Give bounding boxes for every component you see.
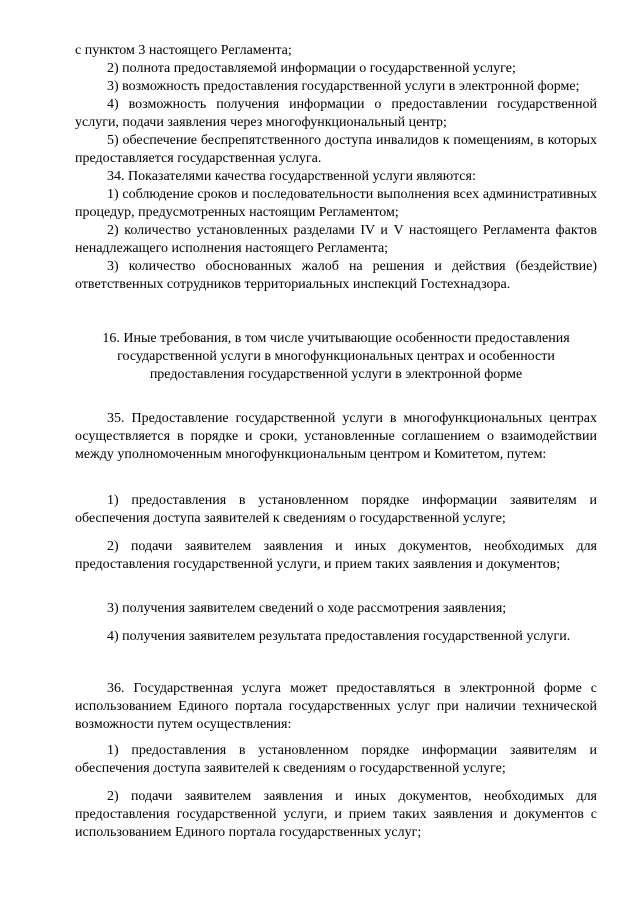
paragraph: 2) количество установленных разделами IV и V настоящего Регламента фактов ненадлежащего исполнения настоящего Регламента; <box>75 223 597 256</box>
item-36-intro <box>75 680 597 734</box>
heading-line: 16. Иные требования, в том числе учитывающие особенности предоставления <box>102 331 570 346</box>
item-35-intro <box>75 410 597 464</box>
paragraph: 3) получения заявителем сведений о ходе рассмотрения заявления; <box>107 601 507 616</box>
heading-line: предоставления государственной услуги в электронной форме <box>149 367 523 382</box>
paragraph: 1) предоставления в установленном порядке информации заявителям и обеспечения доступа заявителей к сведениям о государственной услуге; <box>75 743 597 776</box>
item-35-point-1 <box>75 492 597 528</box>
paragraph: 3) возможность предоставления государственной услуги в электронной форме; <box>107 79 580 94</box>
item-36-point-2 <box>75 788 597 842</box>
top-block <box>75 42 597 294</box>
paragraph: 4) получения заявителем результата предоставления государственной услуги. <box>107 629 571 644</box>
paragraph: 1) предоставления в установленном порядке информации заявителям и обеспечения доступа заявителей к сведениям о государственной услуге; <box>75 493 597 526</box>
paragraph: 35. Предоставление государственной услуги в многофункциональных центрах осуществляется в порядке и сроки, установленные соглашением о взаимодействии между уполномоченным многофункциональным центром и Комитетом, путем: <box>75 411 597 462</box>
paragraph: с пунктом 3 настоящего Регламента; <box>75 43 292 58</box>
section-heading <box>75 330 597 384</box>
paragraph: 2) подачи заявителем заявления и иных документов, необходимых для предоставления государственной услуги, и прием таких заявления и документов с использованием Единого портала государственных услуг; <box>75 789 597 840</box>
item-35-point-2 <box>75 538 597 574</box>
item-35-point-4 <box>75 628 597 646</box>
heading-line: государственной услуги в многофункциональных центрах и особенности <box>117 349 555 364</box>
paragraph: 2) полнота предоставляемой информации о государственной услуге; <box>107 61 516 76</box>
paragraph: 5) обеспечение беспрепятственного доступа инвалидов к помещениям, в которых предоставляется государственная услуга. <box>75 133 597 166</box>
paragraph: 4) возможность получения информации о предоставлении государственной услуги, подачи заявления через многофункциональный центр; <box>75 97 597 130</box>
paragraph: 1) соблюдение сроков и последовательности выполнения всех административных процедур, предусмотренных настоящим Регламентом; <box>75 187 597 220</box>
paragraph: 36. Государственная услуга может предоставляться в электронной форме с использованием Единого портала государственных услуг при наличии технической возможности путем осуществления: <box>75 681 597 732</box>
item-36-point-1 <box>75 742 597 778</box>
paragraph: 3) количество обоснованных жалоб на решения и действия (бездействие) ответственных сотрудников территориальных инспекций Гостехнадзора. <box>75 259 597 292</box>
paragraph: 34. Показателями качества государственной услуги являются: <box>107 169 476 184</box>
item-35-point-3 <box>75 600 597 618</box>
paragraph: 2) подачи заявителем заявления и иных документов, необходимых для предоставления государственной услуги, и прием таких заявления и документов; <box>75 539 597 572</box>
